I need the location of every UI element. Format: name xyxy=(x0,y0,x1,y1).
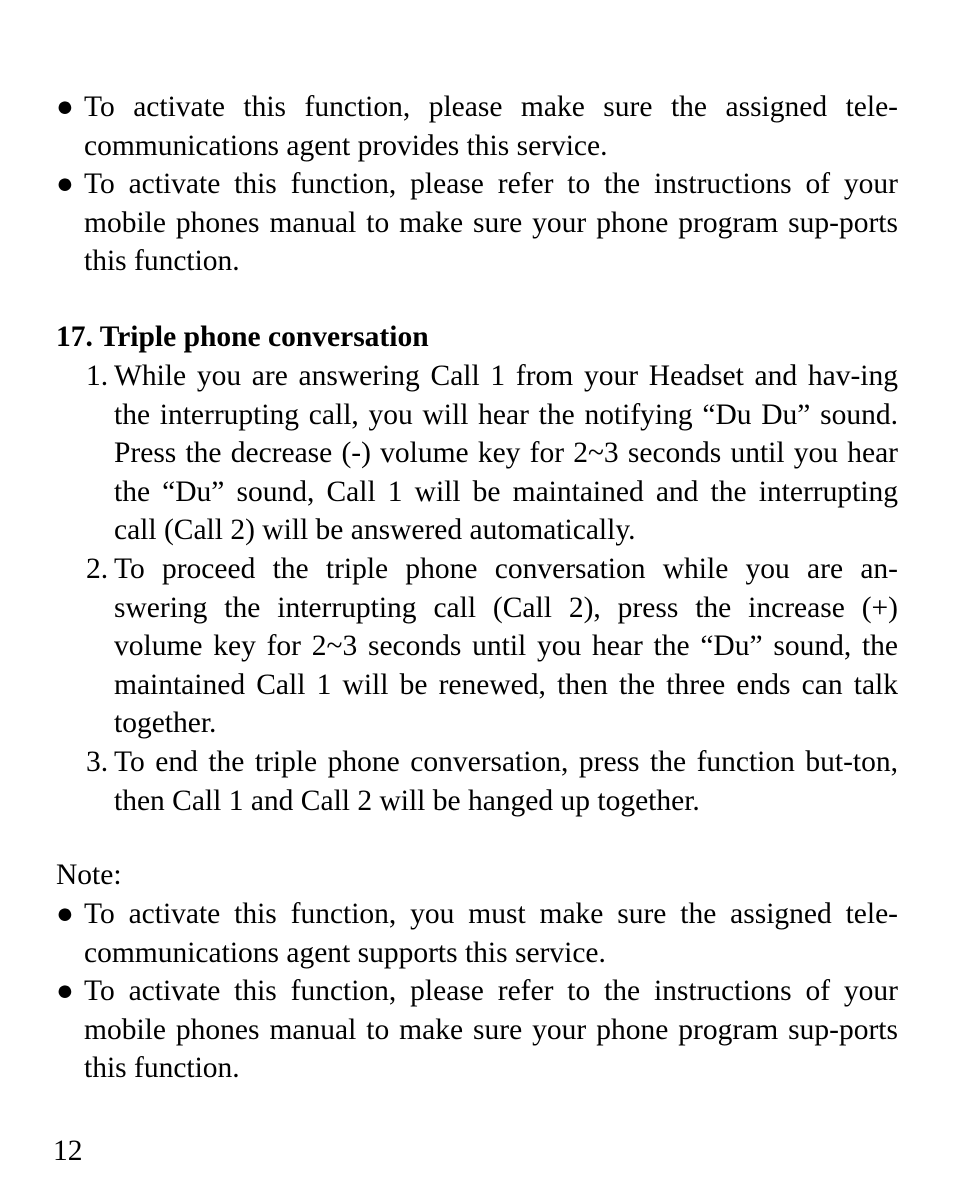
step-number: 3. xyxy=(86,745,109,778)
note-label: Note: xyxy=(56,859,122,891)
steps-list xyxy=(56,357,898,820)
bullet-icon: ● xyxy=(56,975,74,1008)
bullet-text: To activate this function, you must make sure the assigned tele-communications agent supports this service. xyxy=(84,898,898,969)
list-item xyxy=(56,972,898,1088)
list-item xyxy=(56,895,898,972)
bullet-text: To activate this function, please refer to the instructions of your mobile phones manual to make sure your phone program sup-ports this function. xyxy=(84,168,898,278)
step-number: 2. xyxy=(86,552,109,585)
bullet-text: To activate this function, please refer to the instructions of your mobile phones manual to make sure your phone program sup-ports this function. xyxy=(84,975,898,1085)
list-item xyxy=(56,165,898,281)
bullet-icon: ● xyxy=(56,898,74,930)
page-number: 12 xyxy=(53,1135,83,1167)
bullet-icon: ● xyxy=(56,91,74,123)
section-heading: 17. Triple phone conversation xyxy=(56,321,429,353)
list-item xyxy=(56,88,898,165)
step-number: 1. xyxy=(86,360,109,392)
bullet-text: To activate this function, please make sure the assigned tele-communications agent provides this service. xyxy=(84,91,898,162)
list-item xyxy=(56,357,898,550)
step-text: While you are answering Call 1 from your Headset and hav-ing the interrupting call, you will hear the notifying “Du Du” sound. Press the decrease (-) volume key for 2~3 seconds until you hear the “Du” sound, Call 1 will be maintained and the interrupting call (Call 2) will be answered automatically. xyxy=(114,360,898,547)
note-bullet-list xyxy=(56,895,898,1088)
step-text: To end the triple phone conversation, press the function but-ton, then Call 1 and Call 2 will be hanged up together. xyxy=(114,745,898,817)
list-item xyxy=(56,743,898,820)
top-bullet-list xyxy=(56,88,898,281)
step-text: To proceed the triple phone conversation while you are an-swering the interrupting call (Call 2), press the increase (+) volume key for 2~3 seconds until you hear the “Du” sound, the maintained Call 1 will be renewed, then the three ends can talk together. xyxy=(114,552,898,740)
list-item xyxy=(56,550,898,743)
bullet-icon: ● xyxy=(56,168,74,201)
